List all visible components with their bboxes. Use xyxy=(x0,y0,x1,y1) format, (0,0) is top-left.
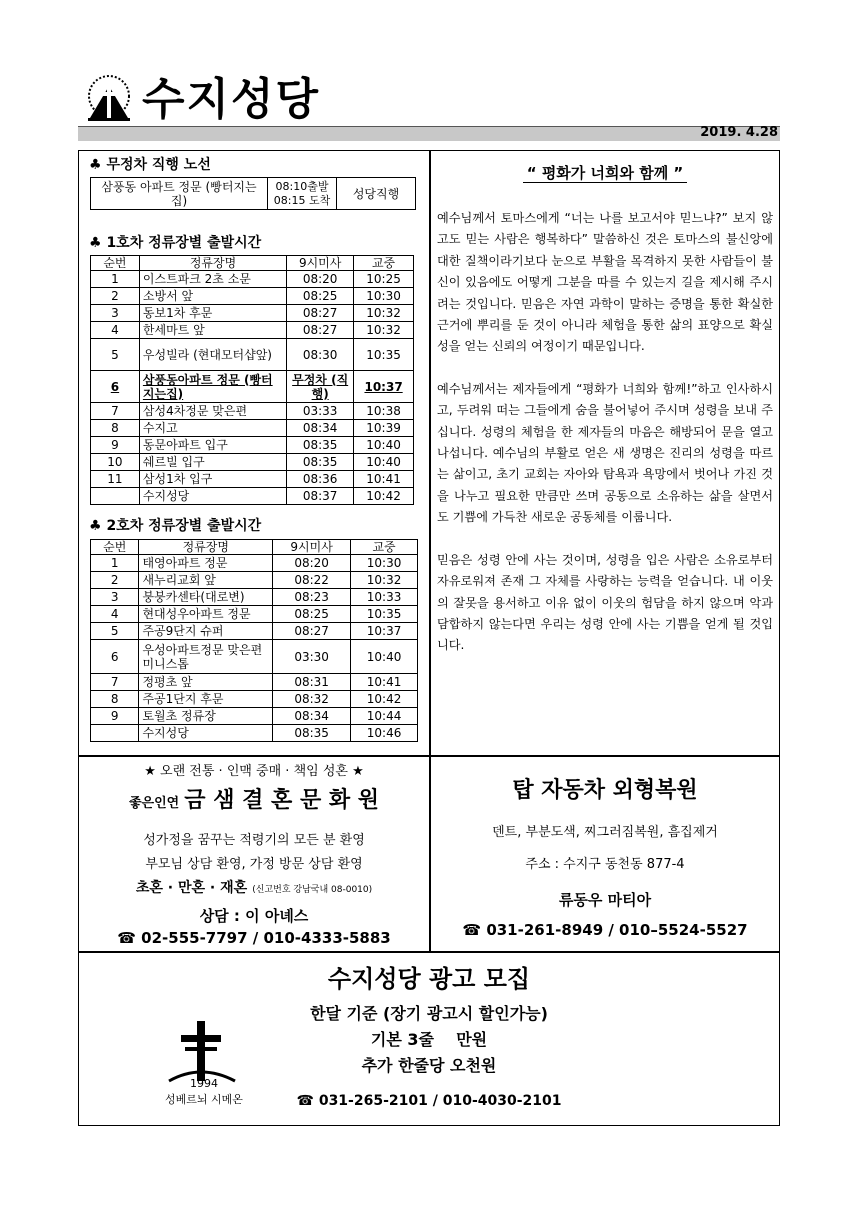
table-cell: 현대성우아파트 정문 xyxy=(139,606,273,623)
table-row xyxy=(91,454,414,471)
table-cell: 08:20 xyxy=(273,555,351,572)
table-cell: 7 xyxy=(91,674,139,691)
table-cell: 08:32 xyxy=(273,691,351,708)
table-cell: 10:25 xyxy=(354,271,414,288)
table-cell: 10:40 xyxy=(351,640,418,674)
table-cell: 08:36 xyxy=(287,471,354,488)
bus2-table xyxy=(90,539,418,742)
table-cell: 10:41 xyxy=(351,674,418,691)
table-cell: 10:44 xyxy=(351,708,418,725)
table-cell: 10:35 xyxy=(351,606,418,623)
shuttle-note: 성당직행 xyxy=(337,178,416,210)
table-cell: 08:30 xyxy=(287,339,354,371)
wedding-ad xyxy=(78,756,430,952)
column-header: 교중 xyxy=(354,256,414,271)
table-cell xyxy=(91,488,140,505)
table-cell: 10:40 xyxy=(354,437,414,454)
recruit-line3: 추가 한줄당 오천원 xyxy=(361,1056,497,1075)
cross-logo-icon xyxy=(84,72,134,124)
table-row xyxy=(91,271,414,288)
header-rule xyxy=(78,126,780,141)
table-cell: 10:30 xyxy=(351,555,418,572)
table-cell: 1 xyxy=(91,271,140,288)
car-services: 덴트, 부분도색, 찌그러짐복원, 흠집제거 xyxy=(492,825,718,840)
table-cell: 10:46 xyxy=(351,725,418,742)
parish-logo xyxy=(84,72,134,124)
car-phone: 031-261-8949 / 010–5524-5527 xyxy=(486,921,748,939)
table-cell: 03:30 xyxy=(273,640,351,674)
table-row xyxy=(91,488,414,505)
table-cell: 9 xyxy=(91,437,140,454)
table-header-row xyxy=(91,256,414,271)
shuttle-table xyxy=(90,177,416,210)
table-cell: 10:38 xyxy=(354,403,414,420)
table-cell: 붕붕카센타(대로변) xyxy=(139,589,273,606)
table-row xyxy=(91,674,418,691)
club-icon: ♣ xyxy=(89,157,102,173)
table-cell: 8 xyxy=(91,691,139,708)
phone-icon: ☎ xyxy=(462,921,482,939)
club-icon: ♣ xyxy=(89,518,102,534)
bus1-table xyxy=(90,255,414,505)
column-header: 교중 xyxy=(351,540,418,555)
table-cell: 10:32 xyxy=(351,572,418,589)
table-cell: 9 xyxy=(91,708,139,725)
table-cell: 주공1단지 후문 xyxy=(139,691,273,708)
bus2-heading: ♣ 2호차 정류장별 출발시간 xyxy=(89,518,262,534)
table-cell: 10:42 xyxy=(354,488,414,505)
wedding-prefix: 좋은인연 xyxy=(128,796,180,811)
table-cell: 우성빌라 (현대모터샵앞) xyxy=(139,339,286,371)
table-cell: 6 xyxy=(91,640,139,674)
table-cell: 수지고 xyxy=(139,420,286,437)
shuttle-times: 08:10출발 08:15 도착 xyxy=(268,178,337,210)
table-cell: 08:37 xyxy=(287,488,354,505)
recruit-title: 수지성당 광고 모집 xyxy=(327,965,531,993)
table-cell: 7 xyxy=(91,403,140,420)
wedding-phone: 02-555-7797 / 010-4333-5883 xyxy=(141,929,391,947)
club-icon: ♣ xyxy=(89,235,102,251)
shuttle-stop: 삼풍동 아파트 정문 (빵터지는집) xyxy=(91,178,268,210)
table-row xyxy=(91,371,414,403)
table-cell: 토월초 정류장 xyxy=(139,708,273,725)
table-cell: 동문아파트 입구 xyxy=(139,437,286,454)
table-cell: 08:35 xyxy=(273,725,351,742)
table-cell: 10:39 xyxy=(354,420,414,437)
table-cell: 수지성당 xyxy=(139,725,273,742)
table-cell: 태영아파트 정문 xyxy=(139,555,273,572)
table-row xyxy=(91,437,414,454)
table-row xyxy=(91,606,418,623)
table-cell: 10:40 xyxy=(354,454,414,471)
table-row xyxy=(91,403,414,420)
table-cell: 3 xyxy=(91,305,140,322)
table-row xyxy=(91,288,414,305)
table-cell: 무정차 (직행) xyxy=(287,371,354,403)
wedding-line2: 부모님 상담 환영, 가정 방문 상담 환영 xyxy=(145,857,363,872)
column-header: 정류장명 xyxy=(139,256,286,271)
column-header: 정류장명 xyxy=(139,540,273,555)
seal-year: 1994 xyxy=(190,1077,218,1090)
ad-recruitment xyxy=(78,952,780,1126)
table-cell: 이스트파크 2초 소문 xyxy=(139,271,286,288)
car-shop-name: 탑 자동차 외형복원 xyxy=(512,778,698,803)
table-row xyxy=(91,471,414,488)
table-cell: 10:30 xyxy=(354,288,414,305)
table-cell: 8 xyxy=(91,420,140,437)
table-cell: 08:25 xyxy=(287,288,354,305)
table-cell: 6 xyxy=(91,371,140,403)
table-cell xyxy=(91,725,139,742)
table-row xyxy=(91,623,418,640)
wedding-name-line xyxy=(79,783,429,814)
table-cell: 11 xyxy=(91,471,140,488)
table-cell: 10:41 xyxy=(354,471,414,488)
table-cell: 삼풍동아파트 정문 (빵터지는집) xyxy=(139,371,286,403)
wedding-line1: 성가정을 꿈꾸는 적령기의 모든 분 환영 xyxy=(143,833,365,848)
table-cell: 한세마트 앞 xyxy=(139,322,286,339)
recruit-phone: 031-265-2101 / 010-4030-2101 xyxy=(318,1093,562,1109)
table-cell: 2 xyxy=(91,572,139,589)
table-cell: 08:27 xyxy=(287,305,354,322)
table-cell: 10 xyxy=(91,454,140,471)
table-cell: 10:35 xyxy=(354,339,414,371)
wedding-contact: 상담 : 이 아녜스 xyxy=(199,907,309,925)
table-row xyxy=(91,691,418,708)
table-cell: 08:22 xyxy=(273,572,351,589)
table-cell: 08:27 xyxy=(287,322,354,339)
table-cell: 삼성1차 입구 xyxy=(139,471,286,488)
table-cell: 03:33 xyxy=(287,403,354,420)
table-cell: 정평초 앞 xyxy=(139,674,273,691)
table-cell: 2 xyxy=(91,288,140,305)
table-cell: 4 xyxy=(91,606,139,623)
recruit-line2: 기본 3줄 만원 xyxy=(370,1030,488,1049)
car-phone-line xyxy=(431,921,779,939)
table-cell: 10:33 xyxy=(351,589,418,606)
table-row xyxy=(91,420,414,437)
table-cell: 08:31 xyxy=(273,674,351,691)
wedding-line3: 초혼 · 만혼 · 재혼 (신고번호 강남국내 08-0010) xyxy=(135,880,373,896)
table-cell: 5 xyxy=(91,339,140,371)
seal-cross-icon xyxy=(167,1019,237,1085)
table-row xyxy=(91,725,418,742)
article-paragraph: 믿음은 성령 안에 사는 것이며, 성령을 입은 사람은 소유로부터 자유로워져 존재 그 자체를 사랑하는 능력을 얻습니다. 내 이웃의 잘못을 용서하고 이유 없이 이웃의 험담을 하지 않으며 악과 담합하지 않는다면 우리는 성령 안에 사는 기쁨을 얻게 될 것입니다. xyxy=(437,552,773,653)
table-header-row xyxy=(91,540,418,555)
wedding-phone-line xyxy=(79,929,429,947)
table-cell: 08:35 xyxy=(287,454,354,471)
table-cell: 10:32 xyxy=(354,322,414,339)
shuttle-heading: ♣ 무정차 직행 노선 xyxy=(89,157,211,173)
table-cell: 새누리교회 앞 xyxy=(139,572,273,589)
table-cell: 08:34 xyxy=(287,420,354,437)
table-cell: 08:34 xyxy=(273,708,351,725)
car-repair-ad xyxy=(430,756,780,952)
article-title: “ 평화가 너희와 함께 ” xyxy=(430,162,780,183)
car-owner: 류동우 마티아 xyxy=(558,891,652,909)
table-row xyxy=(91,322,414,339)
article-paragraph: 예수님께서 토마스에게 “너는 나를 보고서야 믿느냐?” 보지 않고도 믿는 사람은 행복하다” 말씀하신 것은 토마스의 불신앙에 대한 질책이라기보다 눈으로 부활을 목격하지 못한 사람들이 불신이 있음에도 어떻게 그분을 따를 수 있는지 길을 제시해 주시려는 것입니다. 믿음은 자연 과학이 말하는 증명을 통한 확실한 근거에 뿌리를 둔 것이 아니라 체험을 통한 삶의 표양으로 확실성을 얻는 신뢰의 여정이기 때문입니다. xyxy=(437,211,773,354)
wedding-slogan: ★ 오랜 전통 · 인맥 중매 · 책임 성혼 ★ xyxy=(144,764,364,779)
table-cell: 주공9단지 슈퍼 xyxy=(139,623,273,640)
table-cell: 10:37 xyxy=(351,623,418,640)
table-cell: 우성아파트정문 맞은편미니스톱 xyxy=(139,640,273,674)
table-row xyxy=(91,640,418,674)
table-cell: 1 xyxy=(91,555,139,572)
table-cell: 5 xyxy=(91,623,139,640)
table-cell: 4 xyxy=(91,322,140,339)
table-cell: 수지성당 xyxy=(139,488,286,505)
column-header: 9시미사 xyxy=(287,256,354,271)
table-cell: 삼성4차정문 맞은편 xyxy=(139,403,286,420)
table-cell: 동보1차 후문 xyxy=(139,305,286,322)
table-row xyxy=(91,589,418,606)
wedding-name: 금 샘 결 혼 문 화 원 xyxy=(184,788,380,813)
table-row xyxy=(91,708,418,725)
table-cell: 10:42 xyxy=(351,691,418,708)
article-body xyxy=(437,208,773,678)
table-row xyxy=(91,339,414,371)
column-header: 순번 xyxy=(91,256,140,271)
phone-icon: ☎ xyxy=(117,929,136,947)
table-cell: 쉐르빌 입구 xyxy=(139,454,286,471)
table-cell: 08:27 xyxy=(273,623,351,640)
table-cell: 08:25 xyxy=(273,606,351,623)
table-row xyxy=(91,555,418,572)
article-paragraph: 예수님께서는 제자들에게 “평화가 너희와 함께!”하고 인사하시고, 두려워 떠는 그들에게 숨을 불어넣어 주시며 성령을 보내 주십니다. 성령의 체험을 한 제자들의 마음은 해방되어 문을 열고 나섭니다. 예수님의 부활로 얻은 새 생명은 진리의 성령을 따르는 삶이고, 초기 교회는 자아와 탐욕과 욕망에서 벗어나 가진 것을 나누고 필요한 만큼만 쓰며 공동으로 소유하는 삶을 살면서도 기쁨에 가득찬 새로운 공동체를 이룹니다. xyxy=(437,381,773,525)
table-row xyxy=(91,572,418,589)
recruit-line1: 한달 기준 (장기 광고시 할인가능) xyxy=(310,1004,548,1023)
table-cell: 3 xyxy=(91,589,139,606)
seal-name: 성베르뇌 시메온 xyxy=(165,1093,243,1106)
phone-icon: ☎ xyxy=(296,1093,314,1109)
parish-seal xyxy=(167,1019,237,1085)
page-title: 수지성당 xyxy=(142,74,321,125)
table-cell: 10:32 xyxy=(354,305,414,322)
column-header: 순번 xyxy=(91,540,139,555)
bus1-heading: ♣ 1호차 정류장별 출발시간 xyxy=(89,235,262,251)
table-cell: 소방서 앞 xyxy=(139,288,286,305)
table-cell: 08:23 xyxy=(273,589,351,606)
table-cell: 08:20 xyxy=(287,271,354,288)
table-cell: 08:35 xyxy=(287,437,354,454)
table-cell: 10:37 xyxy=(354,371,414,403)
car-address: 주소 : 수지구 동천동 877-4 xyxy=(525,857,685,872)
column-header: 9시미사 xyxy=(273,540,351,555)
bus-schedule-panel xyxy=(78,150,430,756)
table-row xyxy=(91,305,414,322)
issue-date: 2019. 4.28 xyxy=(700,125,778,140)
